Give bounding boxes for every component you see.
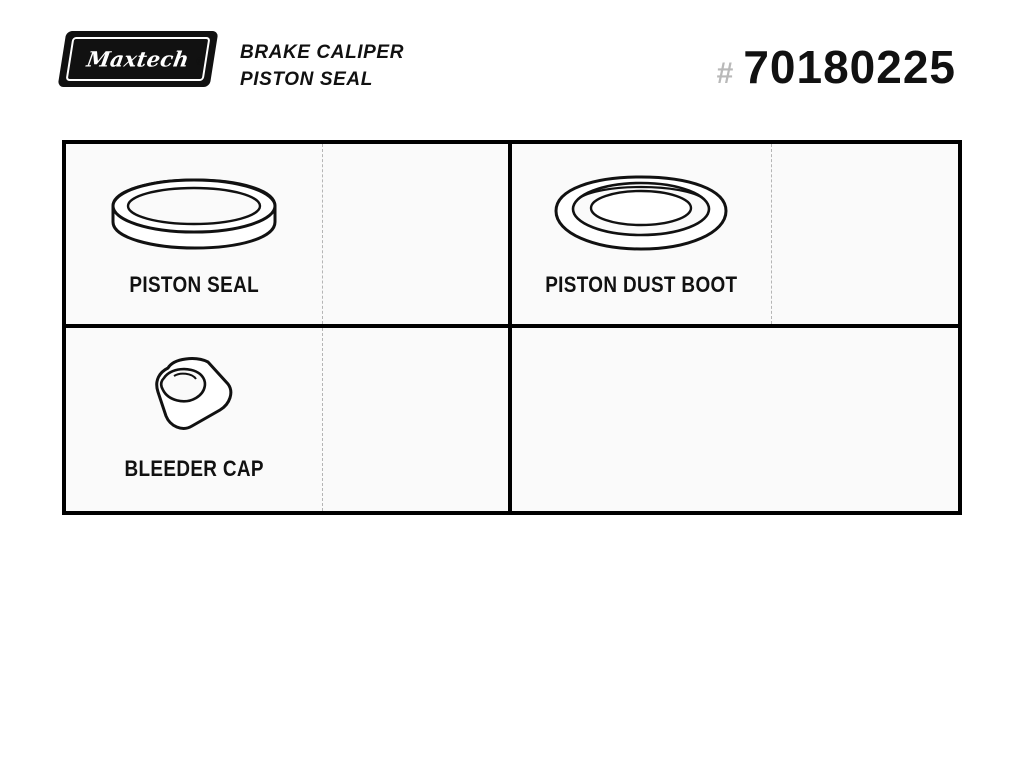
part-number-hash-icon: # xyxy=(716,57,734,90)
page-title xyxy=(240,40,404,94)
parts-cell-label: PISTON SEAL xyxy=(129,272,259,297)
parts-cell-piston-seal xyxy=(66,144,512,324)
parts-grid-row-2 xyxy=(66,328,958,512)
parts-grid xyxy=(62,140,962,515)
parts-cell-bleeder-cap xyxy=(66,328,512,512)
page-header xyxy=(0,0,1024,120)
parts-cell-label: BLEEDER CAP xyxy=(124,455,264,481)
bleeder-cap-icon xyxy=(66,346,322,451)
parts-cell-label: PISTON DUST BOOT xyxy=(545,272,738,297)
piston-dust-boot-icon xyxy=(512,162,771,267)
part-number-value: 70180225 xyxy=(743,41,956,93)
brand-name: Maxtech xyxy=(85,46,191,72)
part-number-block xyxy=(717,40,956,94)
brand-logo-badge xyxy=(58,31,219,87)
parts-cell-empty xyxy=(512,328,958,512)
page-title-line-2: PISTON SEAL xyxy=(240,68,373,90)
cell-dashed-divider xyxy=(322,144,323,324)
parts-grid-row-1 xyxy=(66,144,958,328)
piston-seal-ring-icon xyxy=(66,162,322,267)
cell-dashed-divider xyxy=(771,144,772,324)
page-title-line-1: BRAKE CALIPER xyxy=(240,42,405,63)
parts-cell-piston-dust-boot xyxy=(512,144,958,324)
cell-dashed-divider xyxy=(322,328,323,512)
registered-trademark-icon: ® xyxy=(196,56,205,68)
